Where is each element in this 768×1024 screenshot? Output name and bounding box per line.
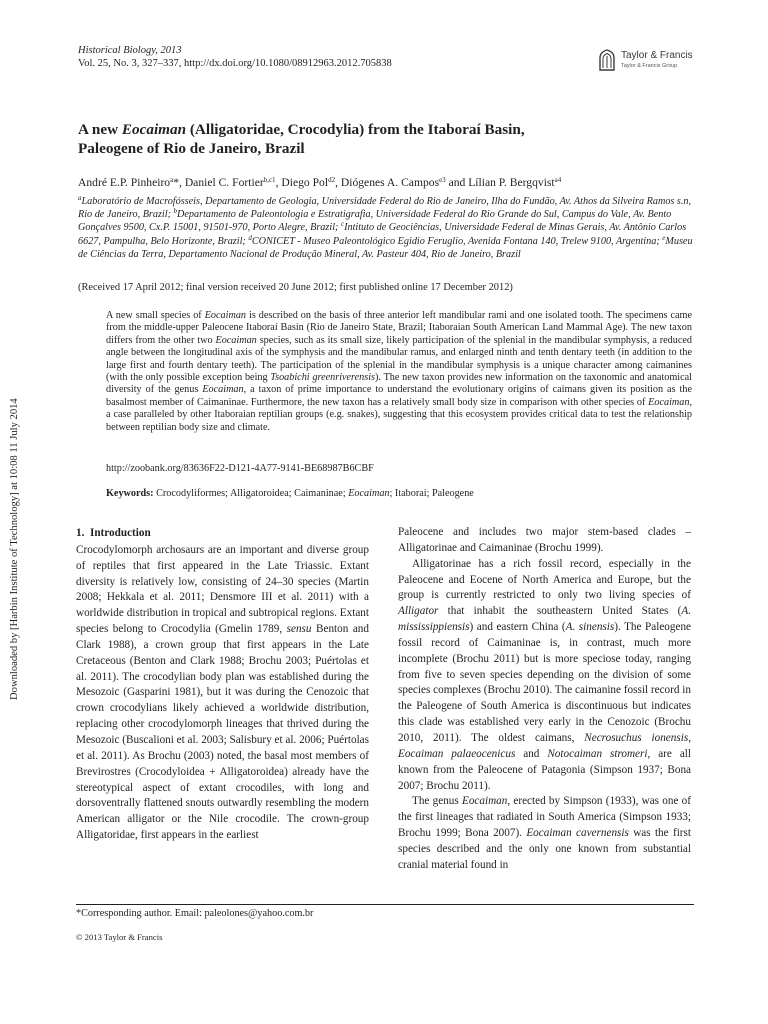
abstract: A new small species of Eocaiman is described on the basis of three anterior left mandibular rami and one isolated tooth. The specimens came from the middle-upper Paleocene Itaboraí Basin (Rio de Janeiro State, Brazil; Itaboraian South American Land Mammal Age). The new taxon differs from the other two Eocaiman species, such as its small size, likely participation of the splenial in the mandibular symphysis, a reduced angle between the longitudinal axis of the symphysis and the mandibular ramus, and enlarged ninth and tenth dentary teeth (in addition to the large first and fourth dentary teeth). The participation of the splenial in the mandibular symphysis is a unique character among caimanines (with the only possible exception being Tsoabichi greenriverensis). The new taxon provides new information on the taxonomic and anatomical diversity of the genus Eocaiman, a taxon of prime importance to understand the evolutionary origins of caimans given its position as the basalmost member of Caimaninae. Furthermore, the new taxon has a relatively small body size in comparison with other species of Eocaiman, a case paralleled by other Itaboraian reptilian groups (e.g. snakes), suggesting that this ecosystem provides critical data to test the relationship between reptilian body size and climate.	[106, 310, 693, 433]
section-heading-introduction: 1. Introduction	[76, 527, 151, 539]
intro-paragraph-2: Alligatorinae has a rich fossil record, especially in the Paleocene and Eocene of North America and Europe, but the group is currently restricted to only two living species of Alligator that inhabit the southeastern United States (A. mississippiensis) and eastern China (A. sinensis). The Paleogene fossil record of Caimaninae is, in contrast, much more incomplete (Brochu 2011) but is more speciose today, ranging from five to seven species depending on the division of some species complexes (Brochu 2010). The caimanine fossil record in the Paleogene of South America is discontinuous but indicates this clade was established very early in the Cenozoic (Brochu 2010, 2011). The oldest caimans, Necrosuchus ionensis, Eocaiman palaeocenicus and Notocaiman stromeri, are all known from the Paleocene of Patagonia (Simpson 1937; Bona 2007; Brochu 2011).	[398, 557, 692, 792]
zoobank-link[interactable]: http://zoobank.org/83636F22-D121-4A77-9141-BE68987B6CBF	[106, 463, 374, 474]
journal-name: Historical Biology, 2013	[78, 45, 182, 56]
copyright-notice: © 2013 Taylor & Francis	[76, 932, 163, 942]
article-title: A new Eocaiman (Alligatoridae, Crocodylia) from the Itaboraí Basin, Paleogene of Rio de Janeiro, Brazil	[78, 121, 525, 157]
author-list: André E.P. Pinheiro$^a$*, Daniel C. Fortier$^{b,c1}$, Diego Pol$^{d2}$, Diógenes A. Campos$^{e3}$ and Lílian P. Bergqvist$^{a4}$	[78, 176, 562, 189]
affiliations: $^a$Laboratório de Macrofósseis, Departamento de Geologia, Universidade Federal do Rio de Janeiro, Ilha do Fundão, Av. Athos da Silveira Ramos s.n, Rio de Janeiro, Brazil; $^b$Departamento de Paleontologia e Estratigrafia, Universidade Federal do Rio Grande do Sul, Campus do Vale, Av. Bento Gonçalves 9500, Cx.P. 15001, 91501-970, Porto Alegre, Brazil; $^c$Intituto de Geociências, Universidade Federal de Minas Gerais, Av. Antônio Carlos 6627, Pampulha, Belo Horizonte, Brazil; $^d$CONICET - Museo Paleontológico Egidio Feruglio, Avenida Fontana 140, Trelew 9100, Argentina; $^e$Museu de Ciências da Terra, Departamento Nacional de Produção Mineral, Av. Pasteur 404, Rio de Janeiro, Brazil	[78, 194, 693, 260]
download-stamp: Downloaded by [Harbin Institute of Technology] at 10:08 11 July 2014	[9, 398, 20, 700]
intro-paragraph-1: Crocodylomorph archosaurs are an important and diverse group of reptiles that first appeared in the Late Triassic. Extant diversity is relatively low, consisting of 24–30 species (Martin 2008; Hekkala et al. 2011; Densmore III et al. 2011) with a worldwide distribution in tropical and subtropical regions. Extant species belong to Crocodylia (Gmelin 1789, sensu Benton and Clark 1988), a crown group that first appears in the Late Cretaceous (Benton and Clark 1988; Brochu 2003; Puértolas et al. 2011). The crocodylian body plan was established during the Mesozoic (Gasparini 1981), but it was during the Cenozoic that crown crocodylians likely achieved a worldwide distribution, replacing other crocodylomorph lineages that thrived during the Mesozoic (Buscalioni et al. 2003; Salisbury et al. 2006; Puértolas et al. 2011). As Brochu (2003) noted, the basal most members of Brevirostres (Crocodyloidea + Alligatoroidea) already have the stereotypical aspect of extant crocodiles, with long and dorsoventrally flattened snouts outwardly resembling the modern American alligator or the Nile crocodile. The crown-group Alligatoridae, first appears in the earliest	[76, 543, 369, 842]
publisher-name: Taylor & Francis	[621, 50, 693, 61]
publisher-logo	[597, 48, 697, 74]
footnote-divider	[76, 904, 694, 905]
right-column	[398, 525, 691, 874]
publisher-group: Taylor & Francis Group	[621, 63, 678, 69]
intro-paragraph-1-cont: Paleocene and includes two major stem-based clades – Alligatorinae and Caimaninae (Brochu 1999).	[398, 526, 691, 554]
title-genus: Eocaiman	[121, 121, 187, 138]
keywords: Keywords: Crocodyliformes; Alligatoroidea; Caimaninae; Eocaiman; Itaborai; Paleogene	[106, 488, 474, 499]
intro-paragraph-3: The genus Eocaiman, erected by Simpson (1933), was one of the first lineages that radiated in South America (Simpson 1933; Brochu 1999; Bona 2007). Eocaiman cavernensis was the first species described and the only one known from substantial cranial material found in	[398, 795, 691, 871]
taylor-francis-logo-icon	[597, 48, 617, 72]
volume-doi[interactable]: Vol. 25, No. 3, 327–337, http://dx.doi.org/10.1080/08912963.2012.705838	[78, 58, 392, 69]
received-dates: (Received 17 April 2012; final version received 20 June 2012; first published online 17 December 2012)	[78, 282, 513, 293]
keywords-label: Keywords:	[106, 488, 154, 499]
left-column	[76, 526, 369, 844]
corresponding-author-footnote: *Corresponding author. Email: paleolones@yahoo.com.br	[76, 908, 314, 919]
